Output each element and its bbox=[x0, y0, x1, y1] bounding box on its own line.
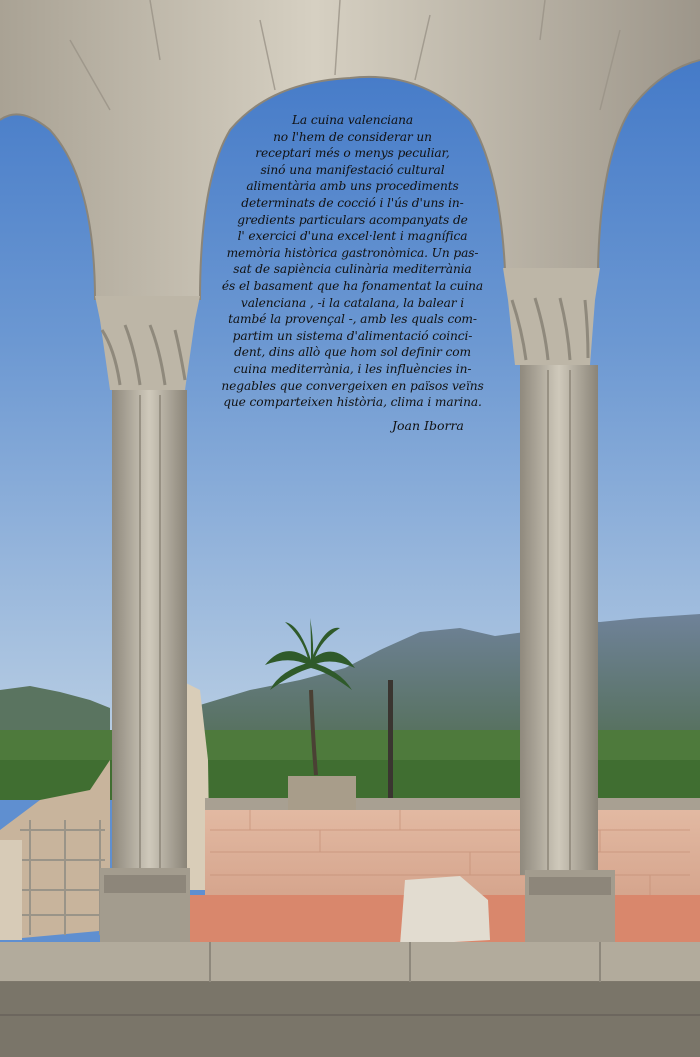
poem-line: negables que convergeixen en països veïns bbox=[221, 378, 484, 393]
poem-line: que comparteixen història, clima i marina. bbox=[223, 395, 482, 410]
poem-line: no l'hem de considerar un bbox=[273, 129, 432, 144]
poem-line: determinats de cocció i l'ús d'uns in- bbox=[241, 195, 464, 210]
poem-line: sat de sapiència culinària mediterrània bbox=[233, 262, 472, 277]
low-wall-top bbox=[205, 798, 700, 812]
stone-block bbox=[288, 776, 356, 810]
parapet-top bbox=[0, 942, 700, 982]
poem-line: l' exercici d'una excel·lent i magnífica bbox=[237, 229, 468, 244]
poem-line: valenciana , -i la catalana, la balear i bbox=[240, 295, 465, 310]
poem-line: sinó una manifestació cultural bbox=[260, 162, 445, 177]
poem-line: també la provençal -, amb les quals com- bbox=[228, 312, 477, 327]
poem-line: receptari més o menys peculiar, bbox=[255, 146, 450, 161]
poem-text bbox=[180, 112, 525, 411]
poem-line: gredients particulars acompanyats de bbox=[237, 212, 468, 227]
poem-line: alimentària amb uns procediments bbox=[246, 179, 459, 194]
poem-line: La cuina valenciana bbox=[291, 113, 414, 127]
author-signature: Joan Iborra bbox=[392, 418, 464, 433]
poem-line: dent, dins allò que hom sol definir com bbox=[234, 345, 471, 360]
pole bbox=[388, 680, 393, 798]
poem-line: partim un sistema d'alimentació coinci- bbox=[232, 328, 473, 343]
poem-line: memòria històrica gastronòmica. Un pas- bbox=[226, 245, 479, 260]
poem-line: cuina mediterrània, i les influències in- bbox=[233, 361, 472, 376]
poem-line: és el basament que ha fonamentat la cuina bbox=[221, 278, 484, 293]
parapet-body bbox=[0, 982, 700, 1057]
